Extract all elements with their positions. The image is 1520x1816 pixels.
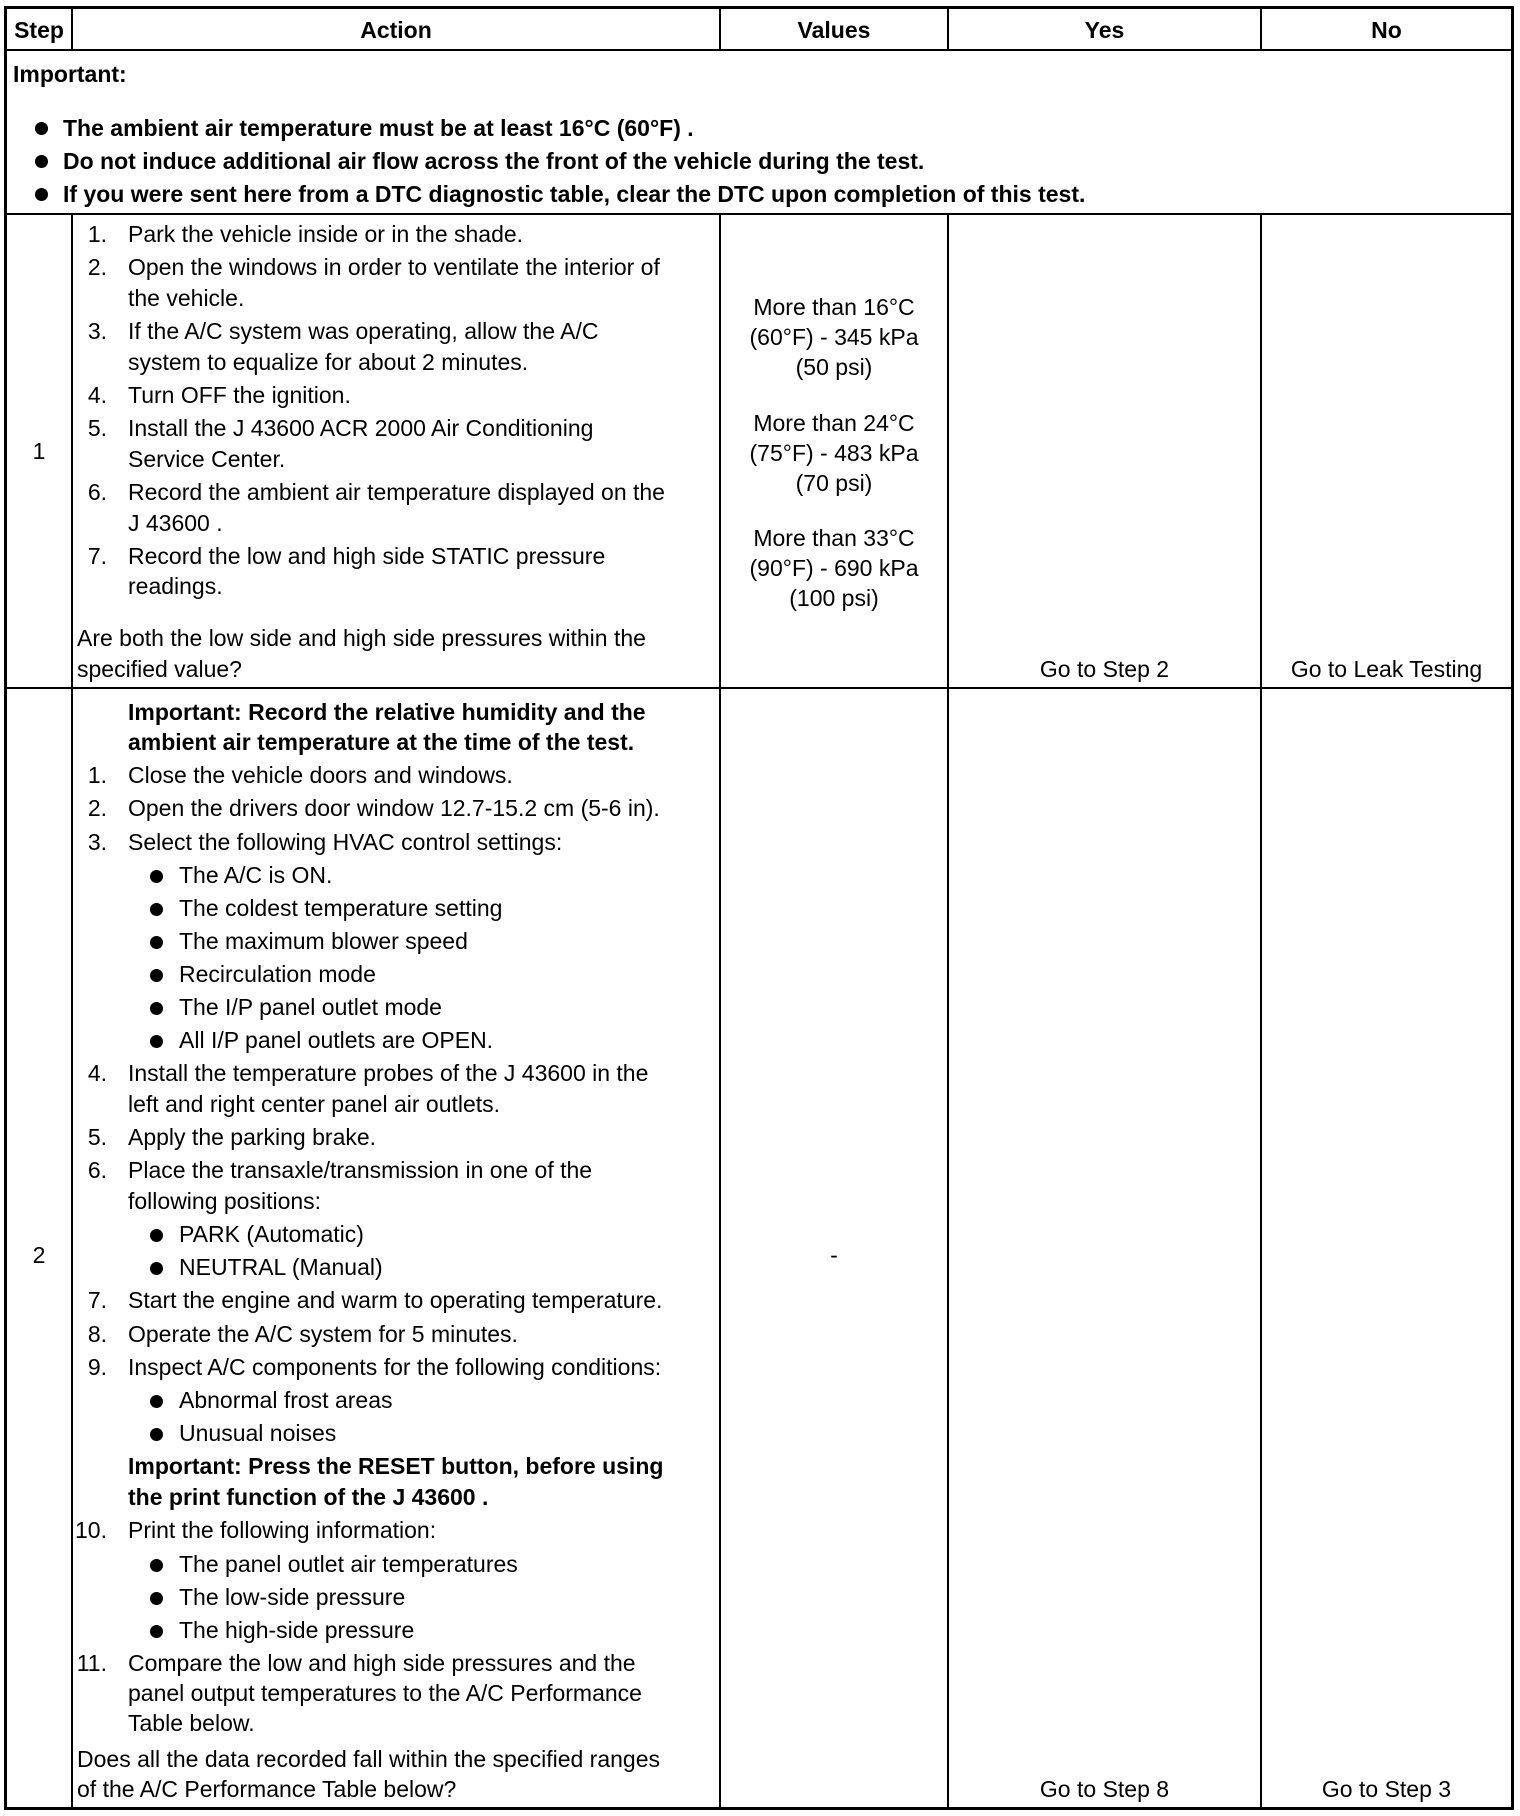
step2-item-number: 3. <box>87 828 107 855</box>
step2-item-number: 10. <box>75 1517 107 1544</box>
step2-question: of the A/C Performance Table below? <box>77 1776 457 1802</box>
step2-item-line: Table below. <box>128 1710 255 1737</box>
step2-item-number: 7. <box>87 1287 107 1314</box>
step1-question: specified value? <box>77 656 242 682</box>
bullet-icon <box>35 155 48 168</box>
step1-value-3-line3: (100 psi) <box>789 585 879 611</box>
bullet-icon <box>150 1229 163 1242</box>
step2-bullet-line: NEUTRAL (Manual) <box>179 1254 383 1281</box>
step2-item-number: 4. <box>87 1060 107 1087</box>
step2-bullet-line: Unusual noises <box>179 1420 337 1447</box>
bullet-icon <box>35 122 48 135</box>
step1-value-1-line2: (60°F) - 345 kPa <box>749 324 919 350</box>
header-yes: Yes <box>1084 17 1125 43</box>
bullet-icon <box>150 1559 163 1572</box>
step2-item-number: 1. <box>87 762 107 788</box>
step1-item-number: 4. <box>87 382 107 408</box>
bullet-icon <box>150 1395 163 1408</box>
step1-divider <box>7 687 1511 689</box>
step1-no: Go to Leak Testing <box>1290 656 1483 682</box>
step1-yes: Go to Step 2 <box>1039 656 1170 682</box>
step1-item-line: readings. <box>128 573 223 600</box>
step2-item-line: Compare the low and high side pressures and the <box>128 1649 636 1676</box>
step1-item-line: Park the vehicle inside or in the shade. <box>128 221 524 247</box>
step2-item-number: 5. <box>87 1124 107 1150</box>
bullet-icon <box>150 1002 163 1015</box>
bullet-icon <box>150 1262 163 1275</box>
step2-item-line: Open the drivers door window 12.7-15.2 cm (5-6 in). <box>128 795 660 822</box>
step2-bullet-line: The I/P panel outlet mode <box>179 994 442 1021</box>
step1-item-line: J 43600 . <box>128 509 223 536</box>
step2-item-line: Close the vehicle doors and windows. <box>128 762 513 788</box>
step1-value-3-line1: More than 33°C <box>753 525 915 551</box>
step1-value-1-line3: (50 psi) <box>795 354 873 380</box>
step1-value-3-line2: (90°F) - 690 kPa <box>749 555 919 581</box>
step2-bullet-line: Abnormal frost areas <box>179 1387 393 1414</box>
bullet-icon <box>150 1428 163 1441</box>
step2-important-note: Important: Record the relative humidity and the <box>128 699 646 725</box>
step1-question: Are both the low side and high side pressures within the <box>77 625 646 651</box>
step2-bullet-line: All I/P panel outlets are OPEN. <box>179 1027 494 1054</box>
step2-item-line: following positions: <box>128 1187 322 1214</box>
step1-value-2-line2: (75°F) - 483 kPa <box>749 440 919 466</box>
step1-item-number: 3. <box>87 318 107 345</box>
step2-item-number: 8. <box>87 1320 107 1347</box>
step2-item-line: panel output temperatures to the A/C Performance <box>128 1680 642 1706</box>
step1-item-line: Service Center. <box>128 445 286 472</box>
step2-item-line: Apply the parking brake. <box>128 1124 377 1150</box>
step2-item-number: 11. <box>76 1649 107 1676</box>
step1-item-number: 2. <box>87 254 107 281</box>
step2-bullet-line: The maximum blower speed <box>179 928 468 955</box>
important-bullet-1: The ambient air temperature must be at least 16°C (60°F) . <box>63 115 694 141</box>
step1-item-number: 5. <box>87 415 107 442</box>
diagnostic-table <box>4 6 1514 1810</box>
step2-item-line: Select the following HVAC control settings: <box>128 828 563 855</box>
step2-bullet-line: Recirculation mode <box>179 961 376 988</box>
step1-item-number: 6. <box>87 479 107 506</box>
step2-number: 2 <box>32 1242 46 1268</box>
step2-bullet-line: PARK (Automatic) <box>179 1221 364 1248</box>
step2-item-line: Operate the A/C system for 5 minutes. <box>128 1320 518 1347</box>
step2-values: - <box>830 1242 838 1268</box>
step2-important-note: the print function of the J 43600 . <box>128 1483 489 1510</box>
step2-important-note: Important: Press the RESET button, before using <box>128 1453 664 1480</box>
bullet-icon <box>150 936 163 949</box>
step2-question: Does all the data recorded fall within the specified ranges <box>77 1746 661 1772</box>
bullet-icon <box>150 1592 163 1605</box>
step1-item-line: If the A/C system was operating, allow the A/C <box>128 318 599 345</box>
step2-bullet-line: The low-side pressure <box>179 1583 406 1610</box>
step1-number: 1 <box>32 438 46 464</box>
step2-item-line: Place the transaxle/transmission in one of the <box>128 1157 593 1184</box>
col-divider-step-body <box>71 213 73 1807</box>
step2-item-number: 2. <box>87 795 107 822</box>
step1-value-1-line1: More than 16°C <box>753 294 915 320</box>
important-bullet-2: Do not induce additional air flow across the front of the vehicle during the test. <box>63 148 925 174</box>
important-label: Important: <box>13 61 127 87</box>
step2-bullet-line: The A/C is ON. <box>179 862 333 889</box>
step2-bullet-line: The panel outlet air temperatures <box>179 1550 518 1577</box>
bullet-icon <box>35 188 48 201</box>
step2-no: Go to Step 3 <box>1321 1776 1452 1802</box>
step1-item-line: Record the ambient air temperature displayed on the <box>128 479 665 506</box>
bullet-icon <box>150 1625 163 1638</box>
step1-item-line: Open the windows in order to ventilate the interior of <box>128 254 660 281</box>
step1-value-2-line3: (70 psi) <box>795 470 873 496</box>
step2-item-line: Print the following information: <box>128 1517 437 1544</box>
bullet-icon <box>150 870 163 883</box>
step2-item-line: Start the engine and warm to operating temperature. <box>128 1287 663 1314</box>
step2-item-line: Inspect A/C components for the following conditions: <box>128 1354 662 1380</box>
bullet-icon <box>150 1035 163 1048</box>
col-divider-yes-body <box>1260 213 1262 1807</box>
step2-bullet-line: The high-side pressure <box>179 1616 415 1643</box>
step2-item-line: left and right center panel air outlets. <box>128 1090 501 1117</box>
col-divider-values-body <box>947 213 949 1807</box>
step2-item-number: 6. <box>87 1157 107 1184</box>
step1-item-number: 1. <box>87 221 107 247</box>
bullet-icon <box>150 969 163 982</box>
step2-bullet-line: The coldest temperature setting <box>179 895 503 922</box>
important-bullet-3: If you were sent here from a DTC diagnostic table, clear the DTC upon completion of this test. <box>63 181 1086 207</box>
step1-item-line: Turn OFF the ignition. <box>128 382 351 408</box>
step2-item-line: Install the temperature probes of the J 43600 in the <box>128 1060 649 1087</box>
step1-item-line: system to equalize for about 2 minutes. <box>128 348 529 375</box>
step2-important-note: ambient air temperature at the time of the test. <box>128 729 635 756</box>
step2-item-number: 9. <box>87 1354 107 1380</box>
header-action: Action <box>360 17 432 43</box>
header-step: Step <box>14 17 64 43</box>
bullet-icon <box>150 903 163 916</box>
step1-value-2-line1: More than 24°C <box>753 410 915 436</box>
important-divider <box>7 213 1511 215</box>
header-no: No <box>1371 17 1402 43</box>
step2-yes: Go to Step 8 <box>1039 1776 1170 1802</box>
step1-item-line: the vehicle. <box>128 284 245 311</box>
step1-item-line: Record the low and high side STATIC pressure <box>128 543 606 569</box>
header-values: Values <box>797 17 871 43</box>
step1-item-number: 7. <box>87 543 107 569</box>
step1-item-line: Install the J 43600 ACR 2000 Air Conditioning <box>128 415 594 442</box>
